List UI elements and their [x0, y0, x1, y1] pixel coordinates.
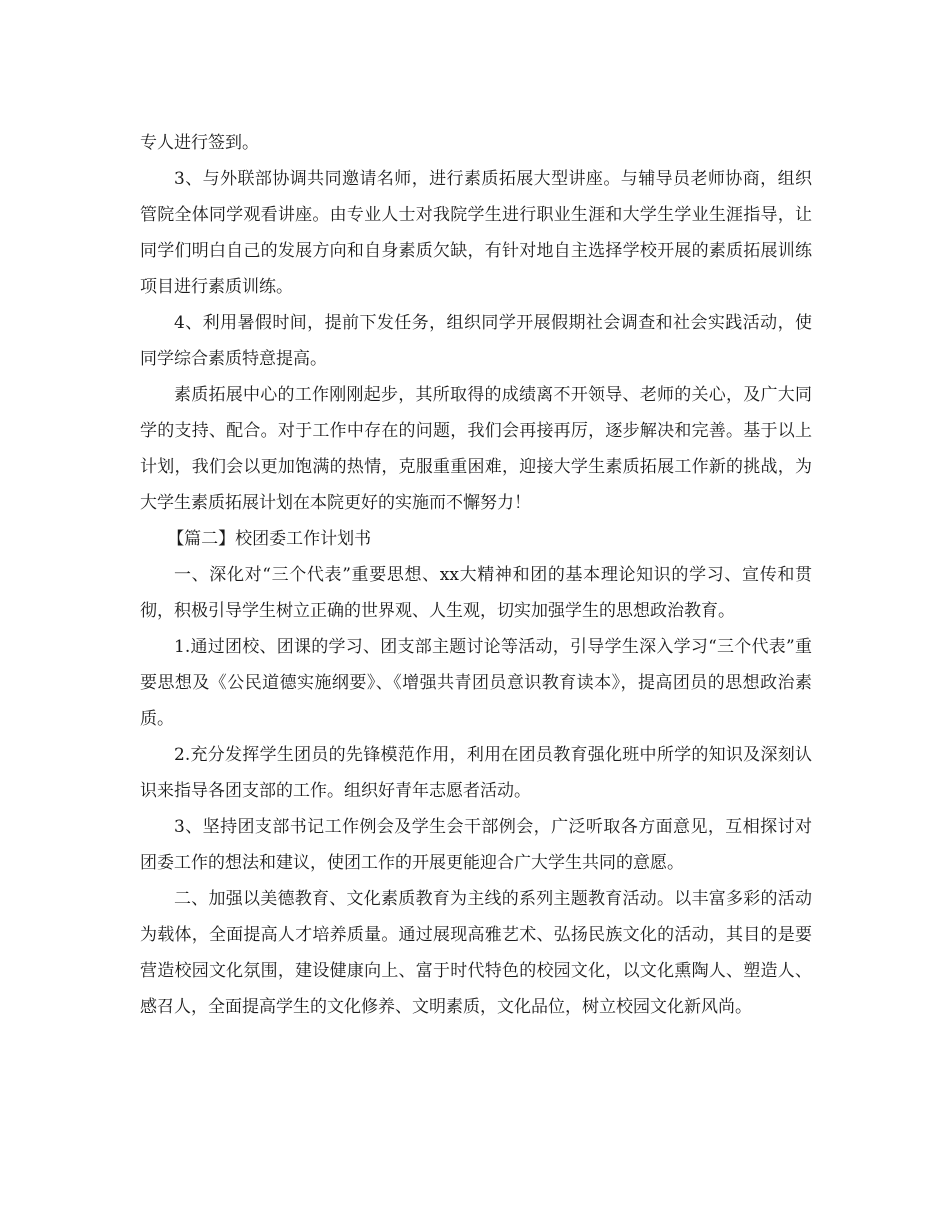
paragraph: 2.充分发挥学生团员的先锋模范作用，利用在团员教育强化班中所学的知识及深刻认识来指导各团支部的工作。组织好青年志愿者活动。: [140, 745, 812, 801]
paragraph: 3、坚持团支部书记工作例会及学生会干部例会，广泛听取各方面意见，互相探讨对团委工作的想法和建议，使团工作的开展更能迎合广大学生共同的意愿。: [140, 817, 812, 873]
paragraph: 1.通过团校、团课的学习、团支部主题讨论等活动，引导学生深入学习“三个代表”重要思想及《公民道德实施纲要》、《增强共青团员意识教育读本》，提高团员的思想政治素质。: [140, 637, 812, 729]
paragraph: 专人进行签到。: [140, 133, 259, 153]
paragraph: 3、与外联部协调共同邀请名师，进行素质拓展大型讲座。与辅导员老师协商，组织管院全体同学观看讲座。由专业人士对我院学生进行职业生涯和大学生学业生涯指导，让同学们明白自己的发展方向和自身素质欠缺，有针对地自主选择学校开展的素质拓展训练项目进行素质训练。: [140, 169, 812, 297]
paragraph: 二、加强以美德教育、文化素质教育为主线的系列主题教育活动。以丰富多彩的活动为载体，全面提高人才培养质量。通过展现高雅艺术、弘扬民族文化的活动，其目的是要营造校园文化氛围，建设健康向上、富于时代特色的校园文化，以文化熏陶人、塑造人、感召人，全面提高学生的文化修养、文明素质，文化品位，树立校园文化新风尚。: [140, 889, 812, 1017]
paragraph: 素质拓展中心的工作刚刚起步，其所取得的成绩离不开领导、老师的关心，及广大同学的支持、配合。对于工作中存在的问题，我们会再接再厉，逐步解决和完善。基于以上计划，我们会以更加饱满的热情，克服重重困难，迎接大学生素质拓展工作新的挑战，为大学生素质拓展计划在本院更好的实施而不懈努力！: [140, 385, 812, 513]
paragraph: 4、利用暑假时间，提前下发任务，组织同学开展假期社会调查和社会实践活动，使同学综合素质特意提高。: [140, 313, 812, 369]
paragraph: 一、深化对“三个代表”重要思想、xx大精神和团的基本理论知识的学习、宣传和贯彻，积极引导学生树立正确的世界观、人生观，切实加强学生的思想政治教育。: [140, 565, 812, 621]
document-body: [140, 125, 812, 1025]
section-heading: 【篇二】校团委工作计划书: [167, 529, 372, 549]
